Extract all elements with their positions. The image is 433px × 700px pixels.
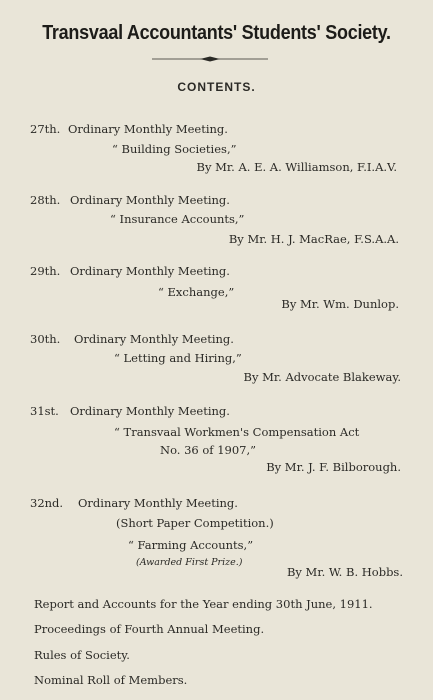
meeting-number: 29th.	[30, 264, 61, 278]
meeting-type: Ordinary Monthly Meeting.	[70, 404, 230, 418]
meeting-speaker: By Mr. A. E. A. Williamson, F.I.A.V.	[196, 160, 397, 174]
contents-heading: CONTENTS.	[177, 80, 256, 94]
appendix-item-report: Report and Accounts for the Year ending 30th June, 1911.	[34, 597, 373, 611]
meeting-speaker: By Mr. Advocate Blakeway.	[243, 370, 401, 384]
meeting-number: 32nd.	[30, 496, 64, 510]
meeting-award: (Awarded First Prize.)	[136, 557, 243, 568]
meeting-topic: “ Letting and Hiring,”	[114, 351, 242, 365]
meeting-type: Ordinary Monthly Meeting.	[78, 496, 238, 510]
meeting-speaker: By Mr. H. J. MacRae, F.S.A.A.	[228, 232, 399, 246]
appendix-item-proceedings: Proceedings of Fourth Annual Meeting.	[34, 622, 265, 636]
meeting-type: Ordinary Monthly Meeting.	[70, 193, 230, 207]
ornament-rule	[150, 56, 270, 62]
meeting-speaker: By Mr. Wm. Dunlop.	[281, 297, 399, 311]
meeting-number: 30th.	[30, 332, 61, 346]
meeting-topic: “ Transvaal Workmen's Compensation Act	[114, 425, 360, 439]
meeting-number: 27th.	[30, 122, 61, 136]
meeting-speaker: By Mr. J. F. Bilborough.	[266, 460, 401, 474]
meeting-topic: “ Farming Accounts,”	[128, 538, 254, 552]
meeting-topic: “ Insurance Accounts,”	[110, 212, 245, 226]
meeting-type: Ordinary Monthly Meeting.	[74, 332, 234, 346]
meeting-type: Ordinary Monthly Meeting.	[68, 122, 228, 136]
meeting-topic-line2: No. 36 of 1907,”	[160, 443, 257, 457]
page-title: Transvaal Accountants' Students' Society.	[42, 22, 391, 44]
meeting-note: (Short Paper Competition.)	[116, 516, 274, 530]
meeting-number: 28th.	[30, 193, 61, 207]
meeting-speaker: By Mr. W. B. Hobbs.	[286, 565, 403, 579]
meeting-topic: “ Exchange,”	[158, 285, 235, 299]
meeting-topic: “ Building Societies,”	[112, 142, 237, 156]
appendix-item-roll: Nominal Roll of Members.	[34, 673, 188, 687]
appendix-item-rules: Rules of Society.	[34, 648, 130, 662]
meeting-type: Ordinary Monthly Meeting.	[70, 264, 230, 278]
meeting-number: 31st.	[30, 404, 59, 418]
